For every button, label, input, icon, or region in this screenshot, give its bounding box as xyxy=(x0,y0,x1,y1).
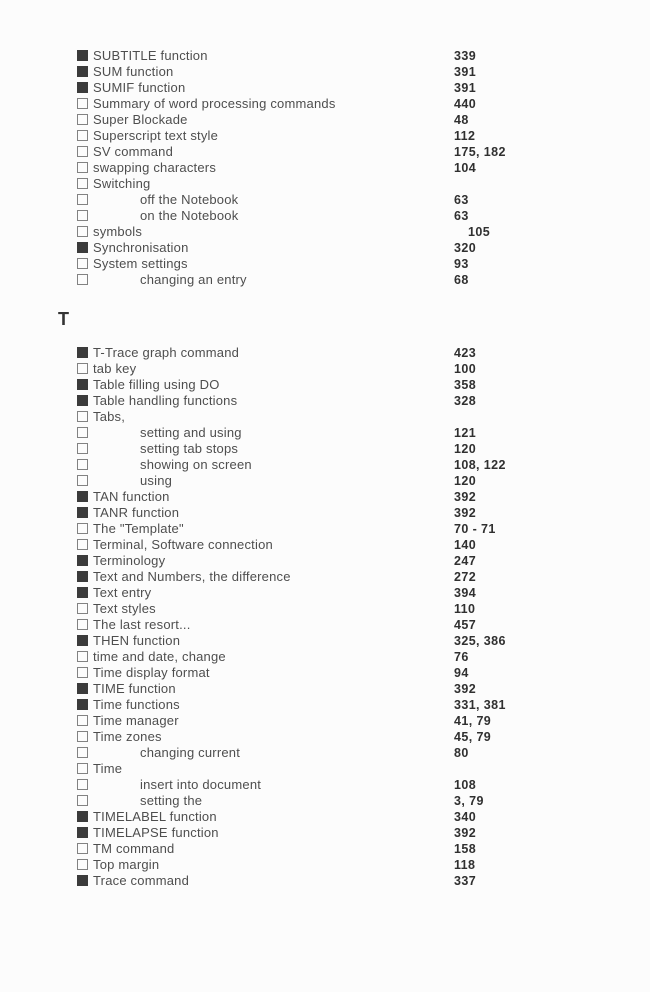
checkbox-empty-icon xyxy=(77,731,88,742)
checkbox-empty-icon xyxy=(77,443,88,454)
index-entry-row xyxy=(0,240,650,256)
index-entry-row xyxy=(0,345,650,361)
entry-label: Trace command xyxy=(93,873,190,888)
entry-label: Time display format xyxy=(93,665,210,680)
entry-label: Time zones xyxy=(93,729,162,744)
entry-page-numbers: 68 xyxy=(454,273,469,287)
entry-label: insert into document xyxy=(140,777,262,792)
entry-label: Summary of word processing commands xyxy=(93,96,336,111)
entry-page-numbers: 158 xyxy=(454,842,477,856)
entry-label: The last resort... xyxy=(93,617,191,632)
index-entry-row xyxy=(0,272,650,288)
checkbox-filled-icon xyxy=(77,379,88,390)
entry-label: changing an entry xyxy=(140,272,247,287)
index-entry-row xyxy=(0,537,650,553)
index-entry-row xyxy=(0,144,650,160)
checkbox-empty-icon xyxy=(77,715,88,726)
entry-page-numbers: 120 xyxy=(454,474,477,488)
index-entry-row xyxy=(0,825,650,841)
checkbox-empty-icon xyxy=(77,603,88,614)
checkbox-filled-icon xyxy=(77,242,88,253)
checkbox-empty-icon xyxy=(77,210,88,221)
entry-label: The "Template" xyxy=(93,521,184,536)
entry-label: Terminology xyxy=(93,553,166,568)
entry-label: T-Trace graph command xyxy=(93,345,240,360)
index-entry-row xyxy=(0,873,650,889)
entry-label: Switching xyxy=(93,176,151,191)
entry-label: System settings xyxy=(93,256,188,271)
entry-page-numbers: 140 xyxy=(454,538,477,552)
entry-page-numbers: 175, 182 xyxy=(454,145,506,159)
entry-page-numbers: 112 xyxy=(454,129,476,143)
index-entry-row xyxy=(0,505,650,521)
entry-page-numbers: 48 xyxy=(454,113,469,127)
entry-page-numbers: 392 xyxy=(454,682,477,696)
checkbox-filled-icon xyxy=(77,699,88,710)
index-entry-list-s xyxy=(0,48,650,288)
index-entry-row xyxy=(0,617,650,633)
entry-label: setting tab stops xyxy=(140,441,239,456)
entry-page-numbers: 394 xyxy=(454,586,477,600)
entry-label: on the Notebook xyxy=(140,208,239,223)
index-entry-row xyxy=(0,224,650,240)
entry-label: off the Notebook xyxy=(140,192,239,207)
index-entry-row xyxy=(0,585,650,601)
entry-page-numbers: 105 xyxy=(468,225,491,239)
entry-page-numbers: 121 xyxy=(454,426,477,440)
entry-label: TANR function xyxy=(93,505,180,520)
entry-page-numbers: 392 xyxy=(454,506,477,520)
checkbox-filled-icon xyxy=(77,683,88,694)
entry-label: SV command xyxy=(93,144,174,159)
checkbox-empty-icon xyxy=(77,539,88,550)
entry-label: using xyxy=(140,473,173,488)
index-entry-row xyxy=(0,729,650,745)
checkbox-empty-icon xyxy=(77,226,88,237)
entry-label: SUMIF function xyxy=(93,80,186,95)
entry-label: SUM function xyxy=(93,64,174,79)
entry-page-numbers: 93 xyxy=(454,257,469,271)
index-entry-row xyxy=(0,409,650,425)
entry-label: Top margin xyxy=(93,857,160,872)
index-entry-row xyxy=(0,48,650,64)
checkbox-filled-icon xyxy=(77,82,88,93)
entry-label: Superscript text style xyxy=(93,128,219,143)
entry-label: THEN function xyxy=(93,633,181,648)
entry-page-numbers: 325, 386 xyxy=(454,634,506,648)
entry-page-numbers: 328 xyxy=(454,394,477,408)
index-entry-row xyxy=(0,361,650,377)
index-entry-row xyxy=(0,160,650,176)
entry-label: Super Blockade xyxy=(93,112,188,127)
entry-label: TM command xyxy=(93,841,175,856)
entry-page-numbers: 80 xyxy=(454,746,469,760)
entry-page-numbers: 76 xyxy=(454,650,469,664)
index-entry-row xyxy=(0,256,650,272)
entry-page-numbers: 63 xyxy=(454,193,469,207)
checkbox-empty-icon xyxy=(77,411,88,422)
entry-label: changing current xyxy=(140,745,241,760)
index-entry-row xyxy=(0,633,650,649)
checkbox-filled-icon xyxy=(77,635,88,646)
entry-label: setting and using xyxy=(140,425,242,440)
checkbox-empty-icon xyxy=(77,779,88,790)
entry-page-numbers: 118 xyxy=(454,858,476,872)
entry-label: Tabs, xyxy=(93,409,126,424)
checkbox-empty-icon xyxy=(77,651,88,662)
checkbox-empty-icon xyxy=(77,619,88,630)
entry-page-numbers: 108 xyxy=(454,778,477,792)
entry-label: TAN function xyxy=(93,489,170,504)
index-entry-row xyxy=(0,192,650,208)
section-header-t: T xyxy=(58,309,70,329)
checkbox-empty-icon xyxy=(77,795,88,806)
index-entry-row xyxy=(0,841,650,857)
index-entry-row xyxy=(0,665,650,681)
index-entry-row xyxy=(0,473,650,489)
entry-page-numbers: 339 xyxy=(454,49,477,63)
entry-page-numbers: 100 xyxy=(454,362,477,376)
checkbox-empty-icon xyxy=(77,98,88,109)
entry-page-numbers: 392 xyxy=(454,490,477,504)
index-entry-row xyxy=(0,441,650,457)
checkbox-empty-icon xyxy=(77,146,88,157)
entry-label: swapping characters xyxy=(93,160,217,175)
checkbox-empty-icon xyxy=(77,178,88,189)
entry-label: showing on screen xyxy=(140,457,252,472)
entry-label: setting the xyxy=(140,793,203,808)
index-entry-row xyxy=(0,521,650,537)
entry-page-numbers: 45, 79 xyxy=(454,730,492,744)
entry-page-numbers: 272 xyxy=(454,570,477,584)
index-entry-row xyxy=(0,96,650,112)
entry-page-numbers: 104 xyxy=(454,161,477,175)
index-entry-row xyxy=(0,457,650,473)
entry-page-numbers: 331, 381 xyxy=(454,698,506,712)
index-entry-row xyxy=(0,64,650,80)
index-entry-row xyxy=(0,713,650,729)
entry-page-numbers: 63 xyxy=(454,209,469,223)
checkbox-empty-icon xyxy=(77,475,88,486)
checkbox-filled-icon xyxy=(77,507,88,518)
entry-label: Table filling using DO xyxy=(93,377,220,392)
entry-page-numbers: 391 xyxy=(454,65,477,79)
index-entry-row xyxy=(0,761,650,777)
index-entry-row xyxy=(0,425,650,441)
index-entry-row xyxy=(0,80,650,96)
index-entry-row xyxy=(0,681,650,697)
index-entry-row xyxy=(0,208,650,224)
index-entry-row xyxy=(0,745,650,761)
checkbox-empty-icon xyxy=(77,523,88,534)
entry-label: symbols xyxy=(93,224,143,239)
index-entry-row xyxy=(0,857,650,873)
entry-label: TIMELABEL function xyxy=(93,809,217,824)
checkbox-filled-icon xyxy=(77,395,88,406)
entry-page-numbers: 70 - 71 xyxy=(454,522,496,536)
entry-page-numbers: 320 xyxy=(454,241,477,255)
index-entry-row xyxy=(0,793,650,809)
index-entry-row xyxy=(0,569,650,585)
index-entry-row xyxy=(0,489,650,505)
index-entry-row xyxy=(0,601,650,617)
index-sections xyxy=(0,48,650,889)
checkbox-empty-icon xyxy=(77,427,88,438)
checkbox-empty-icon xyxy=(77,763,88,774)
checkbox-empty-icon xyxy=(77,114,88,125)
entry-label: TIMELAPSE function xyxy=(93,825,219,840)
entry-label: Text and Numbers, the difference xyxy=(93,569,291,584)
entry-label: Synchronisation xyxy=(93,240,189,255)
entry-page-numbers: 120 xyxy=(454,442,477,456)
entry-label: Time manager xyxy=(93,713,179,728)
entry-label: SUBTITLE function xyxy=(93,48,208,63)
checkbox-empty-icon xyxy=(77,274,88,285)
entry-label: tab key xyxy=(93,361,137,376)
entry-label: TIME function xyxy=(93,681,176,696)
entry-label: Terminal, Software connection xyxy=(93,537,273,552)
entry-page-numbers: 358 xyxy=(454,378,477,392)
checkbox-filled-icon xyxy=(77,50,88,61)
entry-page-numbers: 3, 79 xyxy=(454,794,484,808)
checkbox-empty-icon xyxy=(77,459,88,470)
entry-page-numbers: 340 xyxy=(454,810,477,824)
entry-label: Table handling functions xyxy=(93,393,238,408)
entry-page-numbers: 440 xyxy=(454,97,477,111)
entry-page-numbers: 247 xyxy=(454,554,477,568)
checkbox-empty-icon xyxy=(77,130,88,141)
checkbox-filled-icon xyxy=(77,811,88,822)
checkbox-filled-icon xyxy=(77,571,88,582)
checkbox-filled-icon xyxy=(77,587,88,598)
checkbox-filled-icon xyxy=(77,66,88,77)
entry-page-numbers: 457 xyxy=(454,618,477,632)
index-entry-row xyxy=(0,649,650,665)
checkbox-empty-icon xyxy=(77,859,88,870)
entry-label: time and date, change xyxy=(93,649,226,664)
checkbox-filled-icon xyxy=(77,875,88,886)
checkbox-filled-icon xyxy=(77,347,88,358)
entry-page-numbers: 391 xyxy=(454,81,477,95)
entry-page-numbers: 392 xyxy=(454,826,477,840)
entry-page-numbers: 94 xyxy=(454,666,469,680)
checkbox-empty-icon xyxy=(77,258,88,269)
entry-label: Time xyxy=(93,761,123,776)
entry-page-numbers: 337 xyxy=(454,874,477,888)
index-entry-row xyxy=(0,777,650,793)
entry-label: Time functions xyxy=(93,697,180,712)
checkbox-empty-icon xyxy=(77,667,88,678)
index-entry-row xyxy=(0,809,650,825)
entry-page-numbers: 108, 122 xyxy=(454,458,506,472)
index-entry-row xyxy=(0,176,650,192)
entry-page-numbers: 110 xyxy=(454,602,476,616)
entry-page-numbers: 423 xyxy=(454,346,477,360)
index-entry-row xyxy=(0,377,650,393)
checkbox-filled-icon xyxy=(77,491,88,502)
checkbox-empty-icon xyxy=(77,747,88,758)
index-entry-row xyxy=(0,112,650,128)
index-entry-row xyxy=(0,697,650,713)
index-entry-row xyxy=(0,393,650,409)
entry-page-numbers: 41, 79 xyxy=(454,714,492,728)
checkbox-filled-icon xyxy=(77,827,88,838)
entry-label: Text entry xyxy=(93,585,152,600)
checkbox-empty-icon xyxy=(77,162,88,173)
checkbox-empty-icon xyxy=(77,843,88,854)
checkbox-empty-icon xyxy=(77,194,88,205)
checkbox-empty-icon xyxy=(77,363,88,374)
index-entry-list-t xyxy=(0,345,650,889)
index-entry-row xyxy=(0,553,650,569)
entry-label: Text styles xyxy=(93,601,156,616)
checkbox-filled-icon xyxy=(77,555,88,566)
index-entry-row xyxy=(0,128,650,144)
